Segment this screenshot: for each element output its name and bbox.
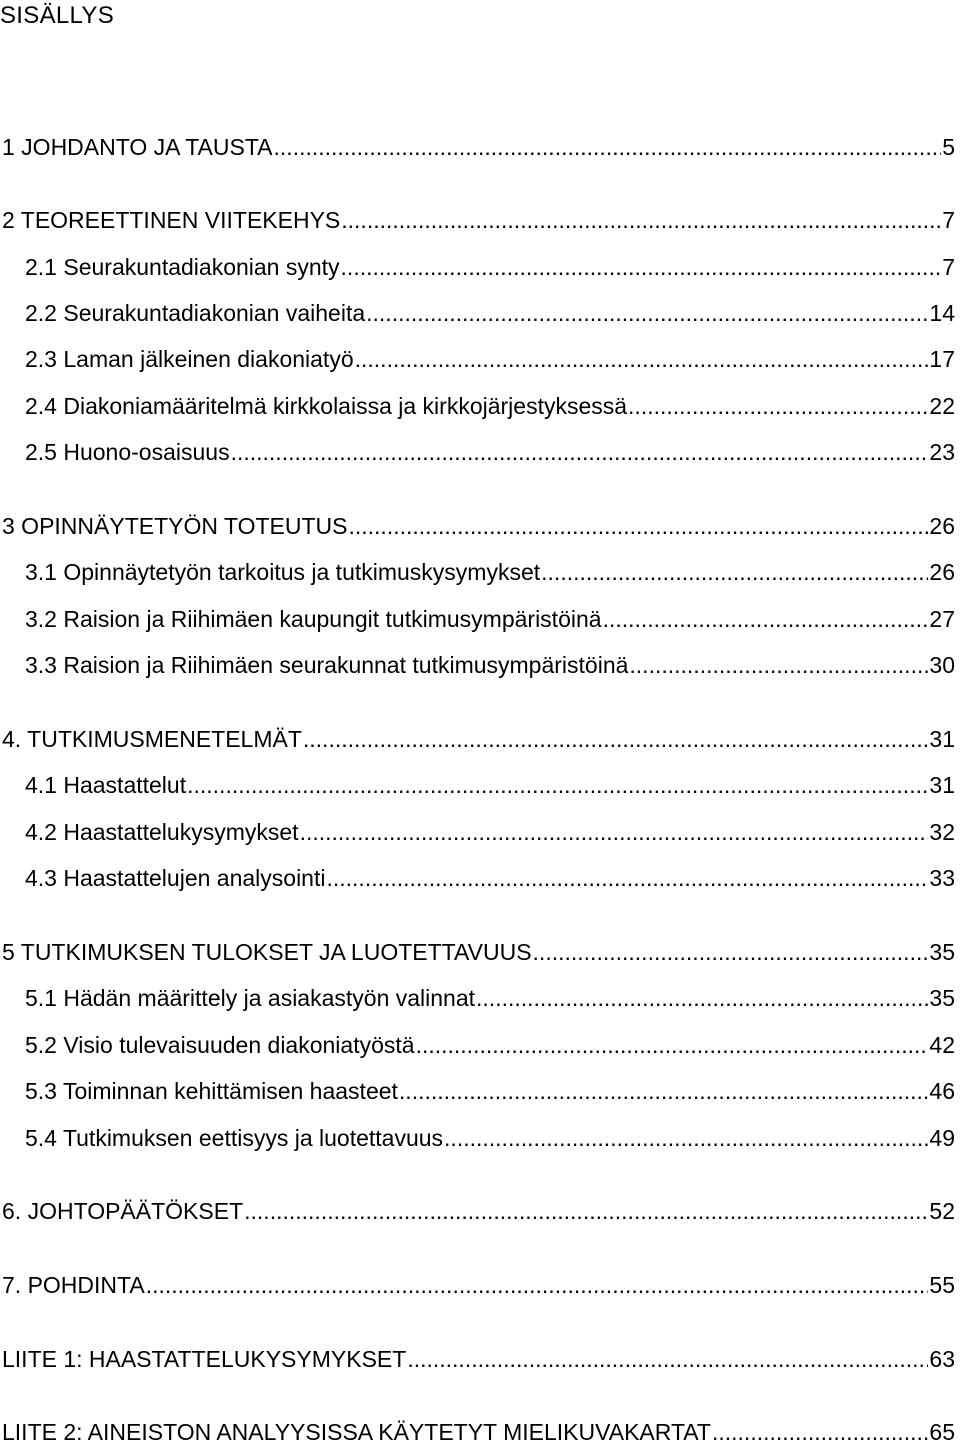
toc-entry-title: 3 OPINNÄYTETYÖN TOTEUTUS: [2, 513, 348, 539]
toc-entry-5-1[interactable]: [25, 980, 955, 1012]
toc-entry-6[interactable]: [2, 1193, 955, 1225]
toc-entry-7[interactable]: [2, 1267, 955, 1299]
toc-leader-dots: [629, 651, 928, 679]
toc-entry-page: 14: [929, 300, 955, 326]
toc-entry-2-4[interactable]: [25, 388, 955, 420]
toc-entry-1[interactable]: [2, 129, 955, 161]
toc-leader-dots: [341, 253, 942, 281]
toc-entry-title: 5.1 Hädän määrittely ja asiakastyön valinnat: [25, 985, 476, 1011]
toc-entry-title: 4. TUTKIMUSMENETELMÄT: [2, 726, 302, 752]
toc-leader-dots: [326, 864, 928, 892]
toc-entry-page: 33: [929, 865, 955, 891]
toc-entry-4-2[interactable]: [25, 814, 955, 846]
toc-entry-liite-1[interactable]: [2, 1341, 955, 1373]
toc-entry-page: 31: [929, 772, 955, 798]
toc-entry-page: 35: [929, 939, 955, 965]
toc-entry-page: 35: [929, 985, 955, 1011]
toc-entry-title: 2.2 Seurakuntadiakonian vaiheita: [25, 300, 366, 326]
toc-entry-title: 2.5 Huono-osaisuus: [25, 439, 230, 465]
toc-entry-title: 4.3 Haastattelujen analysointi: [25, 865, 326, 891]
toc-entry-page: 52: [929, 1198, 955, 1224]
toc-entry-page: 55: [929, 1272, 955, 1298]
toc-leader-dots: [303, 725, 929, 753]
toc-leader-dots: [274, 133, 942, 161]
toc-leader-dots: [300, 818, 929, 846]
toc-entry-title: 7. POHDINTA: [2, 1272, 145, 1298]
toc-entry-title: 3.3 Raision ja Riihimäen seurakunnat tutkimusympäristöinä: [25, 652, 629, 678]
toc-entry-page: 7: [942, 254, 955, 280]
toc-leader-dots: [348, 512, 928, 540]
toc-entry-5-3[interactable]: [25, 1073, 955, 1105]
toc-entry-4-1[interactable]: [25, 767, 955, 799]
toc-entry-page: 26: [929, 513, 955, 539]
toc-entry-3-3[interactable]: [25, 647, 955, 679]
toc-leader-dots: [187, 771, 928, 799]
toc-entry-page: 27: [929, 606, 955, 632]
toc-entry-2-5[interactable]: [25, 434, 955, 466]
toc-entry-title: 3.2 Raision ja Riihimäen kaupungit tutkimusympäristöinä: [25, 606, 602, 632]
toc-entry-page: 26: [929, 559, 955, 585]
toc-entry-3[interactable]: [2, 508, 955, 540]
toc-entry-page: 22: [929, 393, 955, 419]
toc-leader-dots: [366, 299, 928, 327]
toc-entry-title: 5 TUTKIMUKSEN TULOKSET JA LUOTETTAVUUS: [2, 939, 532, 965]
toc-leader-dots: [533, 938, 929, 966]
toc-entry-liite-2[interactable]: [2, 1414, 955, 1446]
toc-entry-title: 2 TEOREETTINEN VIITEKEHYS: [2, 207, 341, 233]
toc-entry-page: 65: [929, 1419, 955, 1445]
toc-entry-page: 42: [929, 1032, 955, 1058]
toc-entry-title: 4.2 Haastattelukysymykset: [25, 819, 299, 845]
toc-entry-page: 17: [929, 346, 955, 372]
toc-entry-page: 30: [929, 652, 955, 678]
toc-entry-title: 2.1 Seurakuntadiakonian synty: [25, 254, 340, 280]
toc-entry-title: 2.4 Diakoniamääritelmä kirkkolaissa ja kirkkojärjestyksessä: [25, 393, 628, 419]
toc-entry-4[interactable]: [2, 721, 955, 753]
toc-entry-5-4[interactable]: [25, 1120, 955, 1152]
toc-leader-dots: [341, 206, 941, 234]
toc-entry-title: LIITE 1: HAASTATTELUKYSYMYKSET: [2, 1346, 407, 1372]
toc-entry-title: 1 JOHDANTO JA TAUSTA: [2, 134, 273, 160]
toc-entry-title: 5.4 Tutkimuksen eettisyys ja luotettavuus: [25, 1125, 444, 1151]
toc-leader-dots: [355, 345, 929, 373]
toc-entry-2-3[interactable]: [25, 341, 955, 373]
toc-entry-5-2[interactable]: [25, 1027, 955, 1059]
toc-leader-dots: [231, 438, 929, 466]
toc-entry-2-2[interactable]: [25, 295, 955, 327]
toc-leader-dots: [244, 1197, 928, 1225]
toc-leader-dots: [712, 1418, 928, 1446]
toc-leader-dots: [444, 1124, 928, 1152]
toc-entry-3-1[interactable]: [25, 554, 955, 586]
toc-entry-page: 23: [929, 439, 955, 465]
toc-leader-dots: [407, 1345, 928, 1373]
toc-entry-page: 31: [929, 726, 955, 752]
toc-entry-2[interactable]: [2, 202, 955, 234]
toc-entry-5[interactable]: [2, 934, 955, 966]
toc-entry-title: 6. JOHTOPÄÄTÖKSET: [2, 1198, 244, 1224]
toc-leader-dots: [476, 984, 928, 1012]
toc-leader-dots: [603, 605, 929, 633]
toc-entry-title: 5.3 Toiminnan kehittämisen haasteet: [25, 1078, 398, 1104]
toc-leader-dots: [541, 558, 928, 586]
toc-leader-dots: [628, 392, 928, 420]
toc-entry-2-1[interactable]: [25, 249, 955, 281]
toc-entry-3-2[interactable]: [25, 601, 955, 633]
toc-leader-dots: [399, 1077, 928, 1105]
page-title: SISÄLLYS: [0, 2, 115, 29]
toc-entry-title: 4.1 Haastattelut: [25, 772, 187, 798]
toc-entry-page: 32: [929, 819, 955, 845]
toc-entry-title: 3.1 Opinnäytetyön tarkoitus ja tutkimuskysymykset: [25, 559, 541, 585]
toc-entry-page: 5: [942, 134, 955, 160]
toc-entry-title: 2.3 Laman jälkeinen diakoniatyö: [25, 346, 354, 372]
toc-entry-page: 49: [929, 1125, 955, 1151]
toc-entry-page: 46: [929, 1078, 955, 1104]
toc-leader-dots: [416, 1031, 929, 1059]
toc-entry-title: 5.2 Visio tulevaisuuden diakoniatyöstä: [25, 1032, 415, 1058]
toc-entry-page: 63: [929, 1346, 955, 1372]
toc-entry-4-3[interactable]: [25, 860, 955, 892]
toc-entry-page: 7: [942, 207, 955, 233]
toc-leader-dots: [146, 1271, 929, 1299]
toc-entry-title: LIITE 2: AINEISTON ANALYYSISSA KÄYTETYT MIELIKUVAKARTAT: [2, 1419, 711, 1445]
